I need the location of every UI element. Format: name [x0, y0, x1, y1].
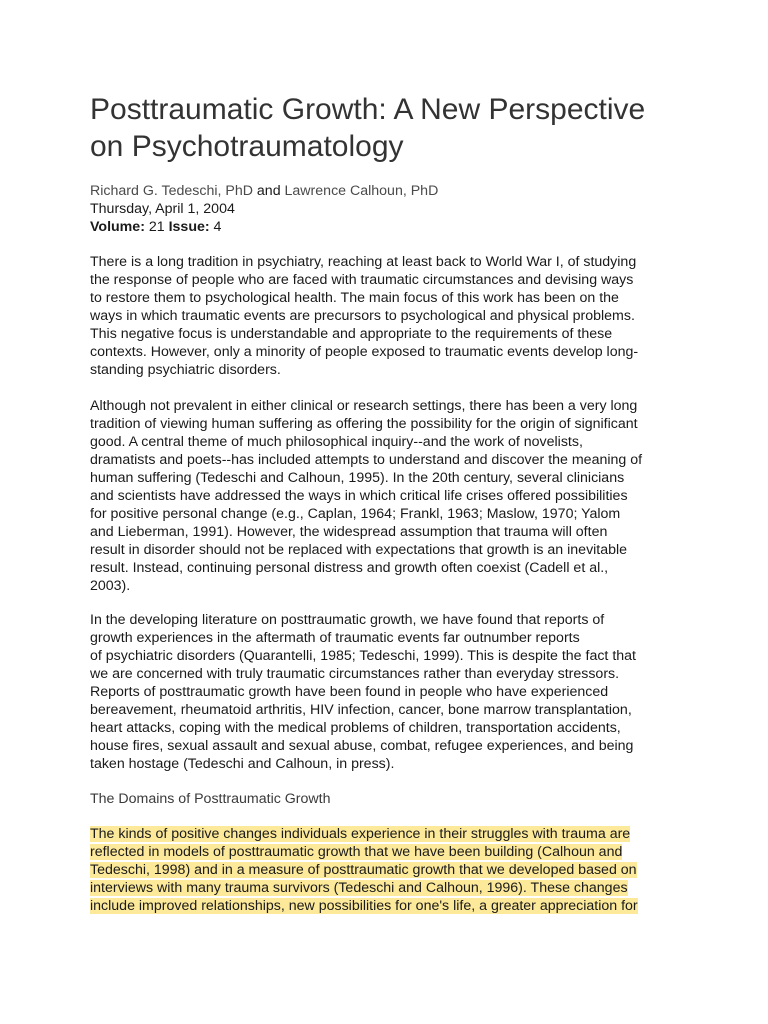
highlighted-text: interviews with many trauma survivors (Tedeschi and Calhoun, 1996). These changes	[90, 880, 628, 896]
paragraph-line: we are concerned with truly traumatic circumstances rather than everyday stressors.	[90, 666, 620, 682]
highlighted-line	[90, 879, 690, 897]
highlighted-line	[90, 897, 690, 915]
highlighted-line	[90, 843, 690, 861]
paragraph-line: In the developing literature on posttraumatic growth, we have found that reports of	[90, 612, 605, 628]
paragraph-line: contexts. However, only a minority of people exposed to traumatic events develop long-	[90, 344, 639, 360]
paragraph	[90, 611, 690, 773]
paragraph-line: dramatists and poets--has included attempts to understand and discover the meaning of	[90, 452, 643, 468]
paragraph-line: standing psychiatric disorders.	[90, 362, 281, 378]
paragraph-line: tradition of viewing human suffering as offering the possibility for the origin of significant	[90, 416, 638, 432]
highlighted-text: Tedeschi, 1998) and in a measure of posttraumatic growth that we developed based on	[90, 862, 637, 878]
highlighted-line	[90, 825, 690, 843]
title-line: on Psychotraumatology	[90, 130, 404, 163]
paragraph-line: This negative focus is understandable and appropriate to the requirements of these	[90, 326, 613, 342]
publication-date: Thursday, April 1, 2004	[90, 201, 235, 217]
paragraph-line: result. Instead, continuing personal distress and growth often coexist (Cadell et al.,	[90, 560, 609, 576]
paragraph	[90, 397, 690, 595]
paragraph-line: 2003).	[90, 578, 131, 594]
paragraph	[90, 253, 690, 379]
volume-issue	[90, 218, 690, 236]
paragraph-line: bereavement, rheumatoid arthritis, HIV infection, cancer, bone marrow transplantation,	[90, 702, 632, 718]
highlighted-text: reflected in models of posttraumatic growth that we have been building (Calhoun and	[90, 844, 623, 860]
section-heading: The Domains of Posttraumatic Growth	[90, 791, 331, 807]
highlighted-line	[90, 861, 690, 879]
paragraph-line: and scientists have addressed the ways in which critical life crises offered possibilities	[90, 488, 628, 504]
paragraph-line: human suffering (Tedeschi and Calhoun, 1995). In the 20th century, several clinicians	[90, 470, 625, 486]
volume-label: Volume:	[90, 219, 145, 235]
highlighted-text: include improved relationships, new possibilities for one's life, a greater appreciation for	[90, 898, 638, 914]
author-link[interactable]: Lawrence Calhoun, PhD	[284, 183, 439, 199]
paragraph-line: ways in which traumatic events are precursors to psychological and physical problems.	[90, 308, 635, 324]
paragraph-line: for positive personal change (e.g., Caplan, 1964; Frankl, 1963; Maslow, 1970; Yalom	[90, 506, 621, 522]
paragraph-line: taken hostage (Tedeschi and Calhoun, in press).	[90, 756, 395, 772]
paragraph-line: to restore them to psychological health. The main focus of this work has been on the	[90, 290, 619, 306]
paragraph-line: result in disorder should not be replaced with expectations that growth is an inevitable	[90, 542, 628, 558]
paragraph-line: and Lieberman, 1991). However, the widespread assumption that trauma will often	[90, 524, 608, 540]
article-meta	[90, 182, 690, 236]
paragraph-line: of psychiatric disorders (Quarantelli, 1985; Tedeschi, 1999). This is despite the fact that	[90, 648, 636, 664]
paragraph-line: house fires, sexual assault and sexual abuse, combat, refugee experiences, and being	[90, 738, 634, 754]
volume-value: 21	[144, 219, 169, 235]
paragraph-line: growth experiences in the aftermath of traumatic events far outnumber reports	[90, 630, 580, 646]
paragraph-line: heart attacks, coping with the medical problems of children, transportation accidents,	[90, 720, 621, 736]
issue-value: 4	[209, 219, 222, 235]
issue-label: Issue:	[168, 219, 210, 235]
paragraph-line: good. A central theme of much philosophical inquiry--and the work of novelists,	[90, 434, 583, 450]
paragraph-line: Although not prevalent in either clinical or research settings, there has been a very long	[90, 398, 638, 414]
authors-line	[90, 182, 690, 200]
highlighted-paragraph	[90, 825, 690, 915]
author-link[interactable]: Richard G. Tedeschi, PhD	[90, 183, 253, 199]
article-title	[90, 91, 690, 165]
highlighted-text: The kinds of positive changes individuals experience in their struggles with trauma are	[90, 826, 631, 842]
paragraph-line: the response of people who are faced with traumatic circumstances and devising ways	[90, 272, 634, 288]
title-line: Posttraumatic Growth: A New Perspective	[90, 93, 646, 126]
paragraph-line: Reports of posttraumatic growth have been found in people who have experienced	[90, 684, 609, 700]
paragraph-line: There is a long tradition in psychiatry, reaching at least back to World War I, of studying	[90, 254, 637, 270]
authors-conjunction: and	[252, 183, 285, 199]
